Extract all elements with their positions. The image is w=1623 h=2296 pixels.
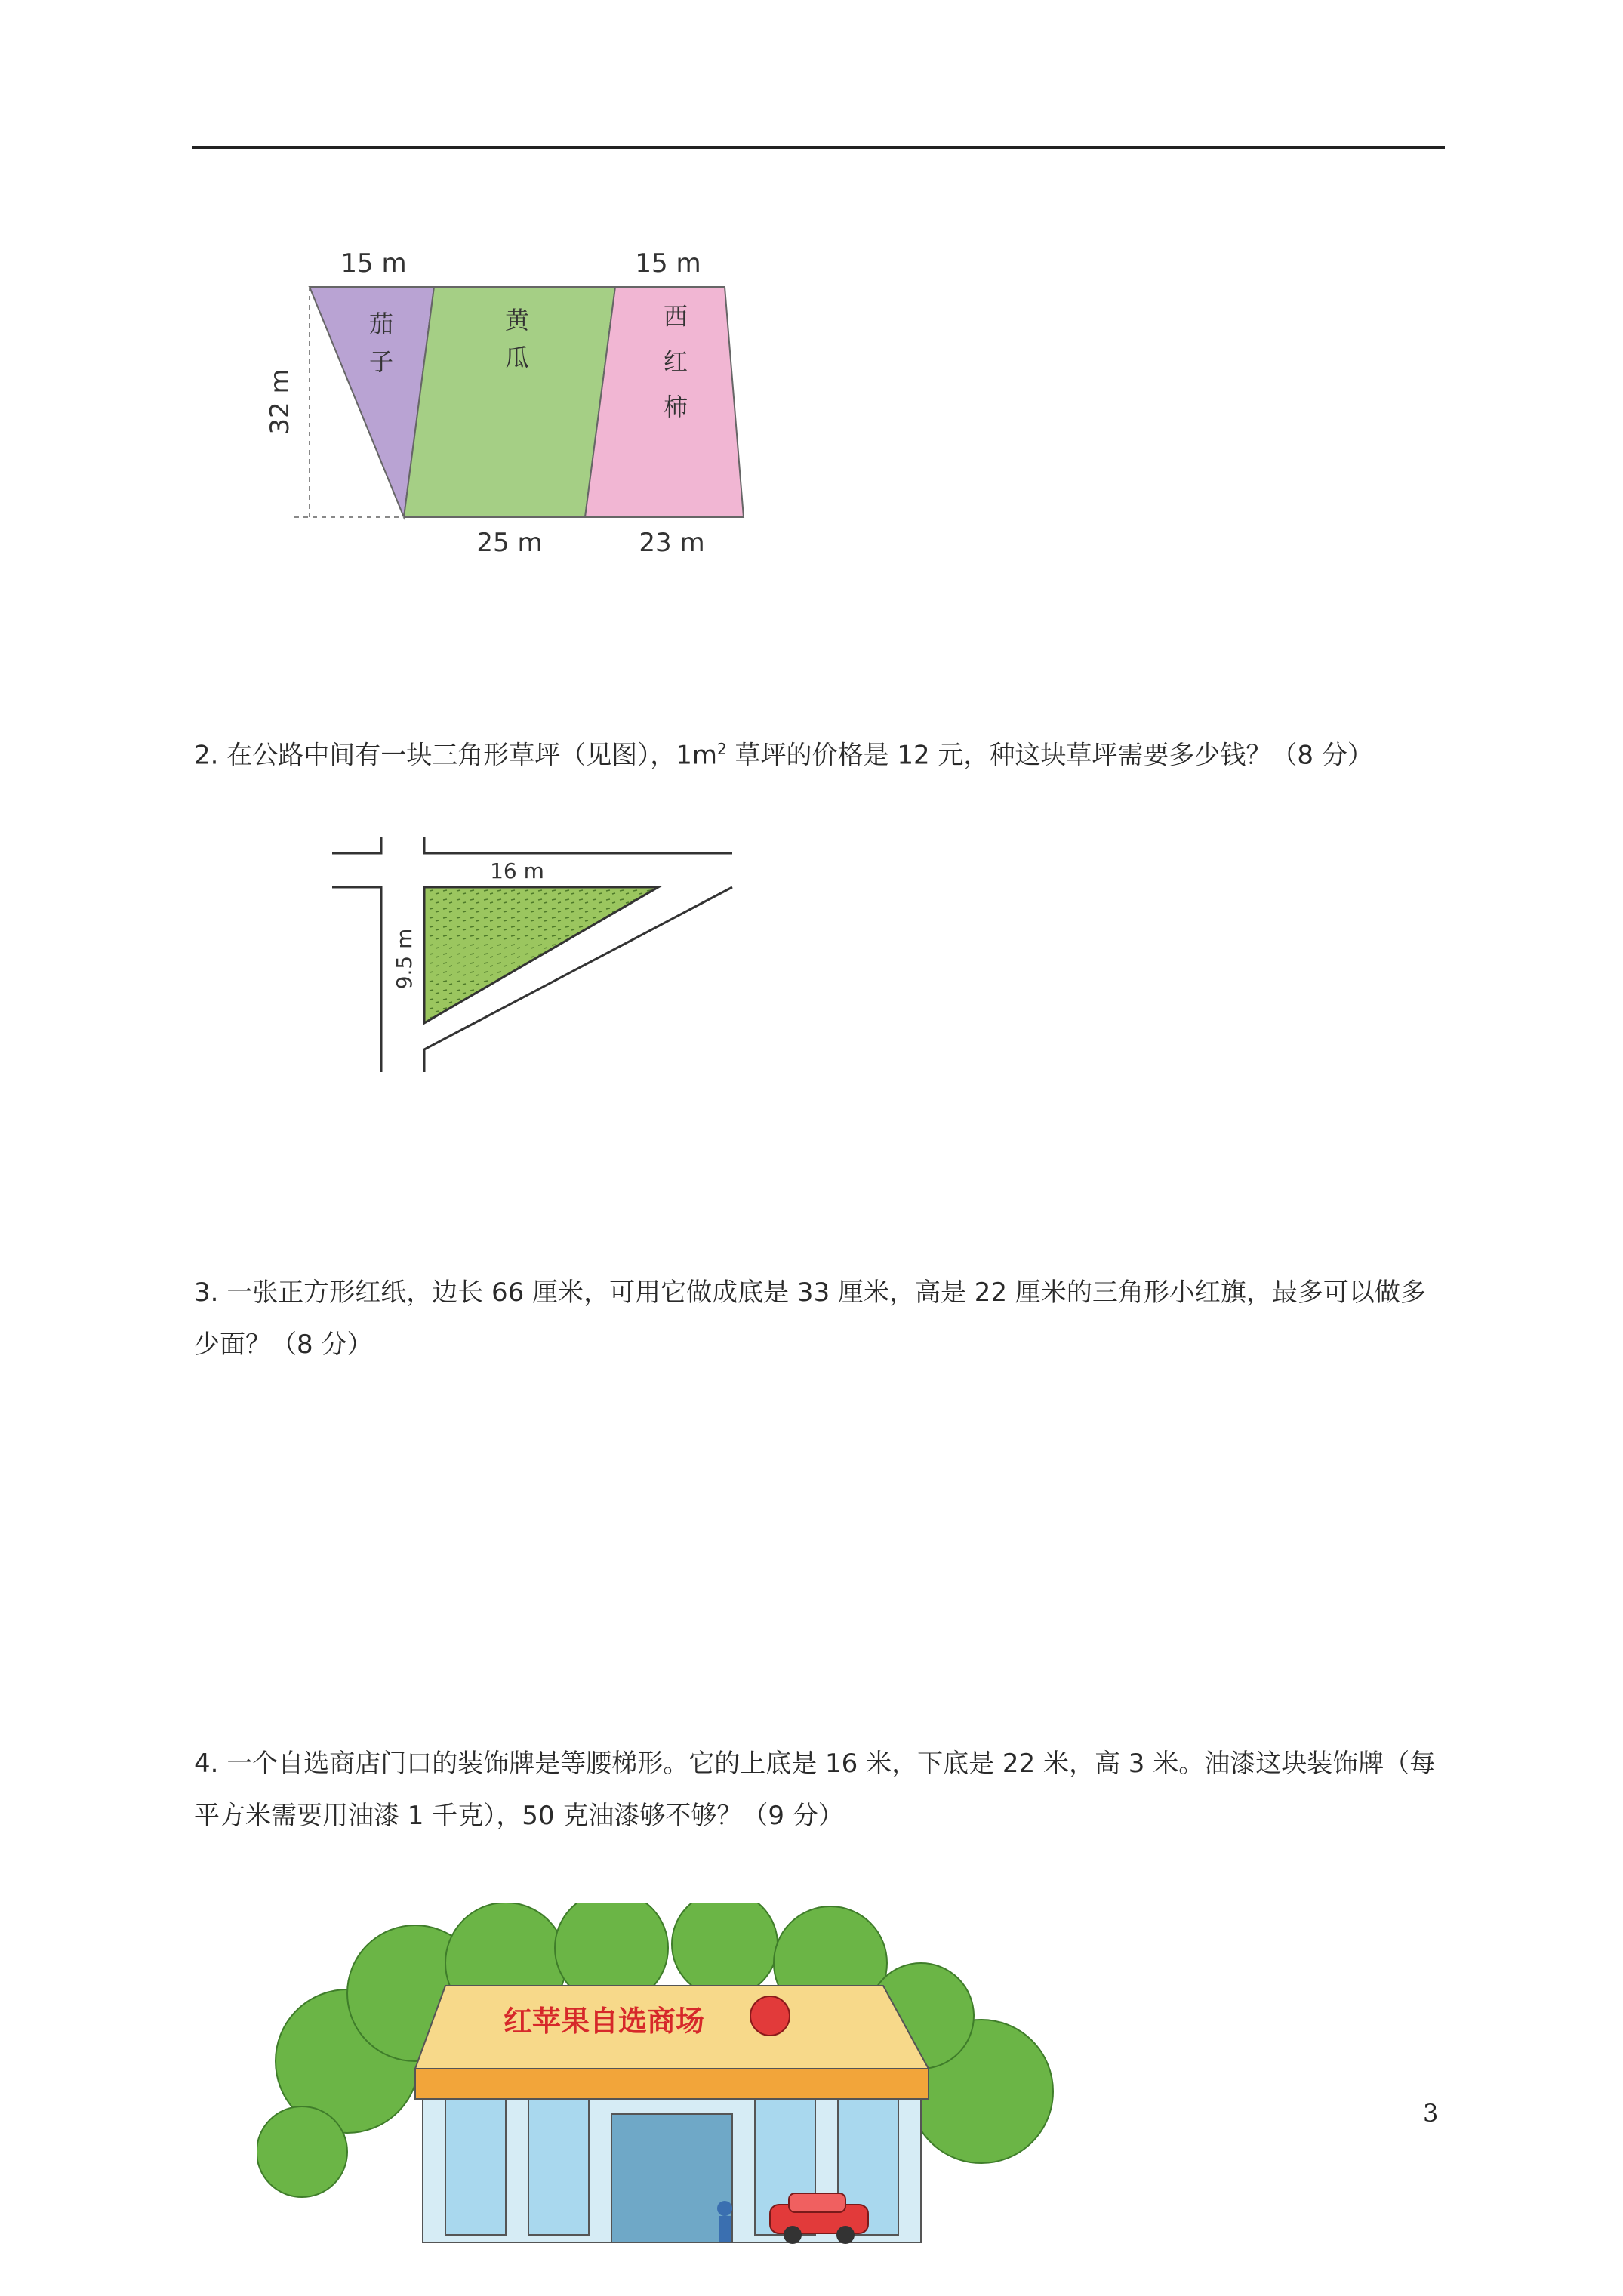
eggplant-char-1: 茄 (368, 310, 394, 338)
tomato-char-1: 西 (663, 302, 688, 331)
question-2 (194, 723, 1447, 781)
height-length: 32 m (265, 368, 295, 435)
eggplant-char-2: 子 (368, 347, 394, 376)
header-rule (192, 146, 1445, 149)
bottom-mid-length: 25 m (476, 528, 543, 558)
lawn-height-length: 9.5 m (392, 928, 417, 990)
question-3: 3. 一张正方形红纸，边长 66 厘米，可用它做成底是 33 厘米，高是 22 厘米的三角形小红旗，最多可以做多少面？（8 分） (194, 1277, 1426, 1360)
tomato-char-2: 红 (663, 347, 688, 376)
road-edge-upper (332, 837, 381, 853)
tomato-char-3: 柿 (663, 393, 688, 421)
road-edge-left (332, 887, 381, 1072)
lawn-triangle (424, 887, 658, 1023)
garden-figure (249, 227, 815, 574)
road-edge-top (424, 837, 732, 853)
top-left-length: 15 m (340, 248, 407, 279)
store-illustration (257, 1903, 1087, 2265)
cucumber-char-1: 黄 (504, 306, 530, 334)
bottom-right-length: 23 m (639, 528, 705, 558)
q2-text-before: 2. 在公路中间有一块三角形草坪（见图），1m (194, 740, 717, 771)
q2-superscript: 2 (717, 740, 727, 758)
lawn-figure (332, 823, 785, 1087)
cucumber-char-2: 瓜 (504, 344, 530, 372)
store-sign-text: 红苹果自选商场 (503, 2005, 705, 2038)
page-number: 3 (1423, 2099, 1439, 2128)
top-right-length: 15 m (635, 248, 701, 279)
q2-text-after: 草坪的价格是 12 元，种这块草坪需要多少钱？（8 分） (726, 740, 1373, 771)
lawn-base-length: 16 m (490, 858, 544, 883)
pedestrian (717, 2201, 732, 2242)
question-4: 4. 一个自选商店门口的装饰牌是等腰梯形。它的上底是 16 米，下底是 22 米，高 3 米。油漆这块装饰牌（每平方米需要用油漆 1 千克），50 克油漆够不够？（9 分） (194, 1749, 1436, 1831)
